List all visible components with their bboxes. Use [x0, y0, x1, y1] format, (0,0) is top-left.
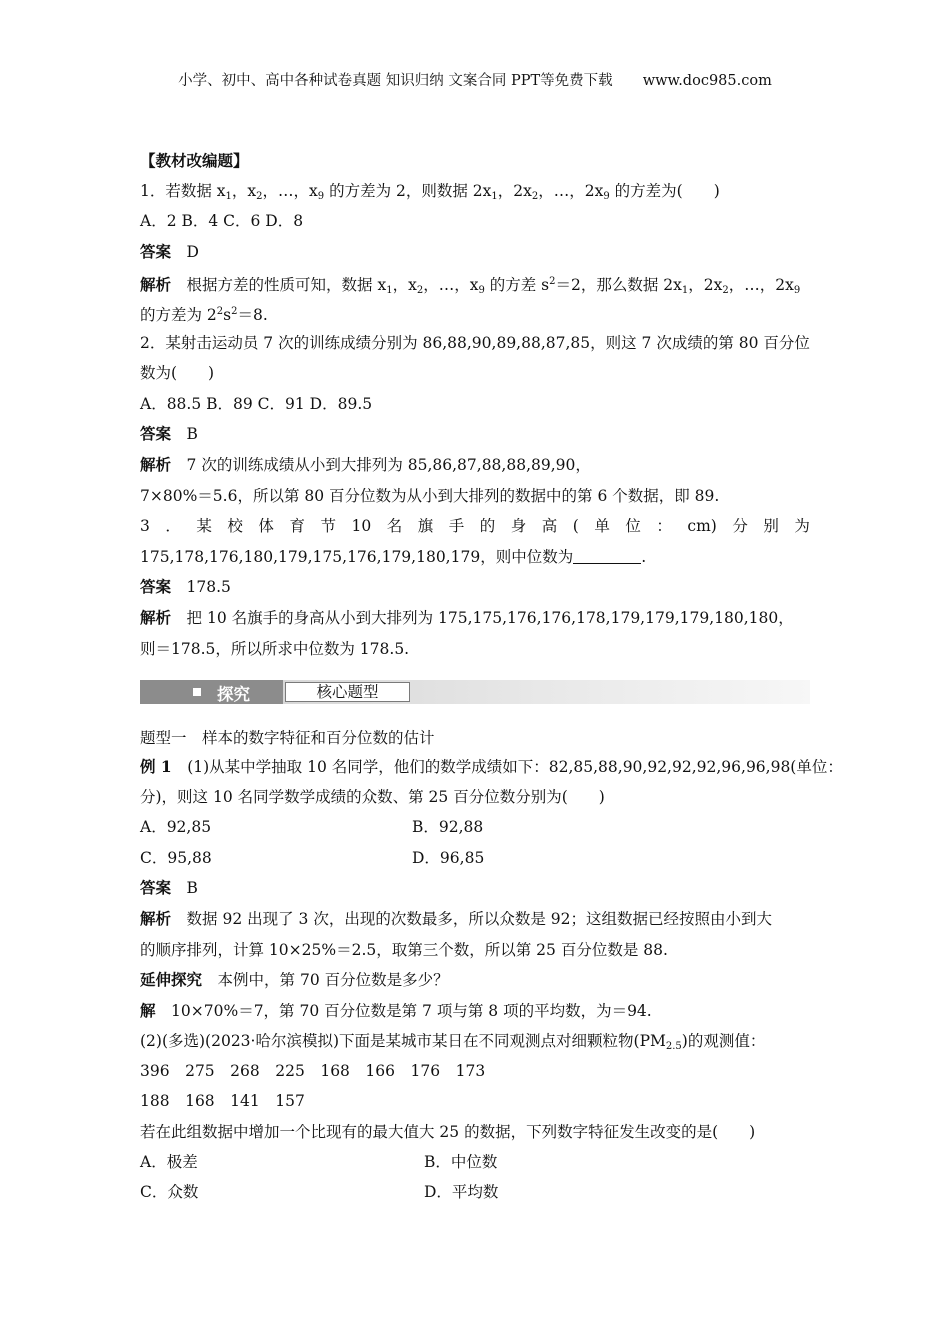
q2-stem-line2: 数为( ) [140, 364, 215, 382]
ex1-analysis: 解析 数据 92 出现了 3 次，出现的次数最多，所以众数是 92；这组数据已经按照由小到大 [140, 909, 772, 928]
q3-analysis-line2: 则＝178.5，所以所求中位数为 178.5. [140, 640, 410, 658]
q1-answer: 答案 D [140, 242, 199, 261]
q1-options: A．2 B．4 C．6 D．8 [140, 212, 304, 230]
q1-analysis-line2: 的方差为 $2^2s^2=8$. [140, 306, 268, 324]
q3-analysis: 解析 把 10 名旗手的身高从小到大排列为 175,175,176,176,178,179,179,179,180,180， [140, 608, 794, 627]
ex1-part2-option-c: C．众数 [140, 1183, 199, 1201]
ex1-part2-option-b: B．中位数 [424, 1153, 498, 1171]
type1-title: 题型一 样本的数字特征和百分位数的估计 [140, 729, 435, 747]
ex1-extend: 延伸探究 本例中，第 70 百分位数是多少？ [140, 970, 449, 989]
q2-answer: 答案 B [140, 424, 198, 443]
page-header [0, 69, 950, 90]
ex1-stem: 例 1 (1)从某中学抽取 10 名同学，他们的数学成绩如下：82,85,88,90,92,92,92,96,96,98(单位： [140, 757, 843, 776]
q2-options: A．88.5 B．89 C．91 D．89.5 [140, 395, 373, 413]
ex1-option-a: A．92,85 [140, 818, 212, 836]
ex1-data-row2: 188 168 141 157 [140, 1092, 305, 1110]
bullet-square-icon [193, 688, 201, 696]
q2-stem: 2．某射击运动员 7 次的训练成绩分别为 86,88,90,89,88,87,85，则这 7 次成绩的第 80 百分位 [140, 334, 810, 352]
ex1-part2-option-a: A．极差 [140, 1153, 198, 1171]
header-text: 小学、初中、高中各种试卷真题 知识归纳 文案合同 PPT等免费下载 [178, 73, 613, 89]
banner-label: 探究 [217, 685, 250, 704]
ex1-part2-option-d: D．平均数 [424, 1183, 499, 1201]
q2-analysis-line2: 7×80%＝5.6，所以第 80 百分位数为从小到大排列的数据中的第 6 个数据，即 89. [140, 487, 720, 505]
q3-answer: 答案 178.5 [140, 577, 231, 596]
ex1-answer: 答案 B [140, 878, 198, 897]
ex1-part2-stem: (2)(多选)(2023·哈尔滨模拟)下面是某城市某日在不同观测点对细颗粒物$(PM_{2.5})$的观测值： [140, 1032, 766, 1052]
header-url[interactable]: www.doc985.com [642, 73, 772, 89]
ex1-option-c: C．95,88 [140, 849, 212, 867]
ex1-analysis-line2: 的顺序排列，计算 10×25%＝2.5，取第三个数，所以第 25 百分位数是 88. [140, 941, 668, 959]
section-banner [140, 680, 810, 704]
q3-stem-line2: 175,178,176,180,179,175,176,179,180,179，则中位数为 . [140, 548, 647, 566]
answer-blank [573, 549, 641, 564]
q1-analysis: 解析 根据方差的性质可知，数据 $x_1$，$x_2$，…，$x_9$ 的方差 $s^2=2$，那么数据 $2x_1$，$2x_2$，…，$2x_9$ [140, 275, 801, 296]
ex1-option-b: B．92,88 [412, 818, 484, 836]
ex1-data-row1: 396 275 268 225 168 166 176 173 [140, 1062, 486, 1080]
ex1-solve: 解 10×70%＝7，第 70 百分位数是第 7 项与第 8 项的平均数，为＝94. [140, 1001, 652, 1020]
q1-stem: 1．若数据 $x_1$，$x_2$，…，$x_9$ 的方差为 2，则数据 $2x_1$，$2x_2$，…，$2x_9$ 的方差为( ) [140, 182, 720, 202]
banner-box-label: 核心题型 [285, 682, 410, 702]
ex1-stem-line2: 分)，则这 10 名同学数学成绩的众数、第 25 百分位数分别为( ) [140, 788, 605, 806]
q3-stem: 3 ． 某 校 体 育 节 10 名 旗 手 的 身 高 ( 单 位 ： cm) 分 别 为 [140, 517, 810, 535]
ex1-option-d: D．96,85 [412, 849, 485, 867]
section-title: 【教材改编题】 [140, 151, 249, 170]
ex1-part2-question: 若在此组数据中增加一个比现有的最大值大 25 的数据，下列数字特征发生改变的是( ) [140, 1123, 756, 1141]
q2-analysis: 解析 7 次的训练成绩从小到大排列为 85,86,87,88,88,89,90， [140, 455, 591, 474]
